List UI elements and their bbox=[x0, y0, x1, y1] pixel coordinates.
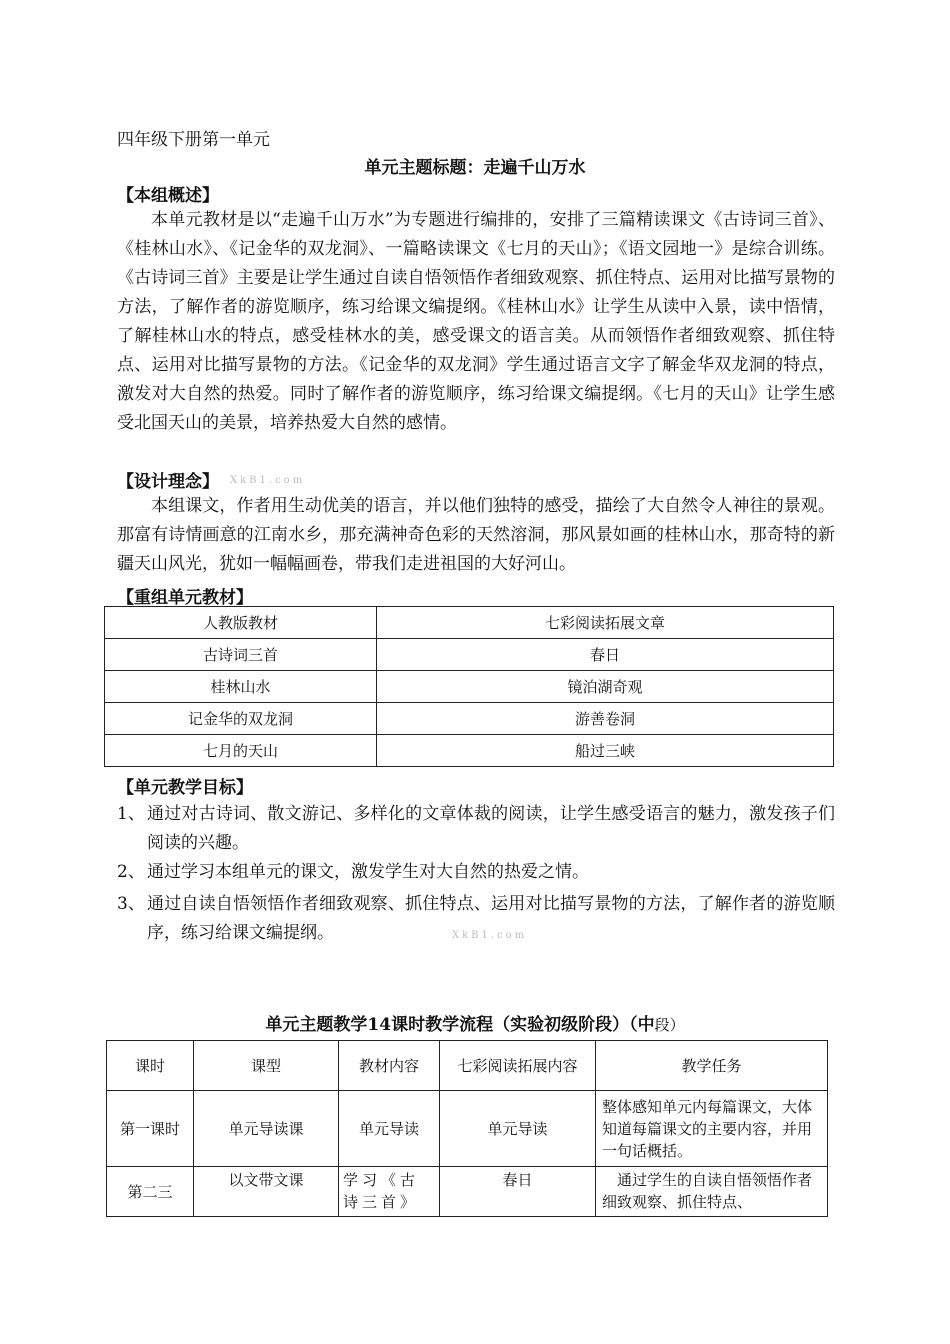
table-cell: 通过学生的自读自悟领悟作者细致观察、抓住特点、 bbox=[596, 1167, 828, 1217]
design-heading: 【设计理念】 bbox=[117, 472, 219, 492]
table-cell: 春日 bbox=[377, 639, 834, 671]
table-row bbox=[105, 703, 834, 735]
flow-title bbox=[0, 1010, 950, 1035]
table-header-cell: 课型 bbox=[194, 1041, 339, 1091]
table-header-row bbox=[105, 607, 834, 639]
table-cell: 整体感知单元内每篇课文，大体知道每篇课文的主要内容，并用一句话概括。 bbox=[596, 1091, 828, 1167]
table-cell: 单元导读课 bbox=[194, 1091, 339, 1167]
design-body: 本组课文，作者用生动优美的语言，并以他们独特的感受，描绘了大自然令人神往的景观。那富有诗情画意的江南水乡，那充满神奇色彩的天然溶洞，那风景如画的桂林山水，那奇特的新疆天山风光，犹如一幅幅画卷，带我们走进祖国的大好河山。 bbox=[117, 496, 835, 574]
table-header-cell: 七彩阅读拓展文章 bbox=[377, 607, 834, 639]
goals-heading: 【单元教学目标】 bbox=[117, 778, 253, 798]
table-cell: 学习《古诗三首》 bbox=[339, 1167, 440, 1217]
goal-item bbox=[117, 800, 835, 858]
table-cell: 游善卷洞 bbox=[377, 703, 834, 735]
table-row bbox=[105, 639, 834, 671]
overview-heading: 【本组概述】 bbox=[117, 186, 219, 206]
goal-item bbox=[117, 858, 835, 887]
table-header-row bbox=[107, 1041, 828, 1091]
overview-body: 本单元教材是以“走遍千山万水”为专题进行编排的，安排了三篇精读课文《古诗词三首》、《桂林山水》、《记金华的双龙洞》、一篇略读课文《七月的天山》；《语文园地一》是综合训练。《古诗词三首》主要是让学生通过自读自悟领悟作者细致观察、抓住特点、运用对比描写景物的方法，了解作者的游览顺序，练习给课文编提纲。《桂林山水》让学生从读中入景，读中悟情，了解桂林山水的特点，感受桂林水的美，感受课文的语言美。从而领悟作者细致观察、抓住特点、运用对比描写景物的方法。《记金华的双龙洞》学生通过语言文字了解金华双龙洞的特点，激发对大自然的热爱。同时了解作者的游览顺序，练习给课文编提纲。《七月的天山》让学生感受北国天山的美景，培养热爱大自然的感情。 bbox=[117, 210, 835, 433]
table-header-cell: 人教版教材 bbox=[105, 607, 377, 639]
table-row bbox=[107, 1091, 828, 1167]
table-header-cell: 教材内容 bbox=[339, 1041, 440, 1091]
table-cell: 第一课时 bbox=[107, 1091, 194, 1167]
table-row bbox=[107, 1167, 828, 1217]
table-cell: 单元导读 bbox=[339, 1091, 440, 1167]
table-header-cell: 七彩阅读拓展内容 bbox=[440, 1041, 596, 1091]
table-row bbox=[105, 735, 834, 767]
goal-number: 3、 bbox=[117, 894, 145, 914]
table-header-cell: 教学任务 bbox=[596, 1041, 828, 1091]
table-cell: 春日 bbox=[440, 1167, 596, 1217]
goal-text: 通过学习本组单元的课文，激发学生对大自然的热爱之情。 bbox=[147, 862, 589, 882]
table-cell: 桂林山水 bbox=[105, 671, 377, 703]
flow-title-suffix: 段） bbox=[654, 1016, 685, 1034]
flow-table bbox=[106, 1040, 828, 1217]
main-title: 单元主题标题：走遍千山万水 bbox=[364, 158, 586, 178]
goal-text: 通过自读自悟领悟作者细致观察、抓住特点、运用对比描写景物的方法，了解作者的游览顺序，练习给课文编提纲。 bbox=[147, 894, 835, 943]
table-header-cell: 课时 bbox=[107, 1041, 194, 1091]
goal-number: 1、 bbox=[117, 804, 145, 824]
table-cell: 船过三峡 bbox=[377, 735, 834, 767]
watermark: XkB1.com bbox=[230, 475, 306, 486]
table-cell: 镜泊湖奇观 bbox=[377, 671, 834, 703]
table-cell: 以文带文课 bbox=[194, 1167, 339, 1217]
watermark: XkB1.com bbox=[452, 930, 528, 941]
table-cell: 古诗词三首 bbox=[105, 639, 377, 671]
regroup-table bbox=[104, 606, 834, 767]
table-cell: 记金华的双龙洞 bbox=[105, 703, 377, 735]
table-row bbox=[105, 671, 834, 703]
table-cell: 七月的天山 bbox=[105, 735, 377, 767]
table-cell: 第二三 bbox=[107, 1167, 194, 1217]
regroup-heading: 【重组单元教材】 bbox=[117, 588, 253, 608]
grade-unit-label: 四年级下册第一单元 bbox=[117, 130, 270, 150]
goal-number: 2、 bbox=[117, 862, 145, 882]
table-cell: 单元导读 bbox=[440, 1091, 596, 1167]
flow-title-text: 单元主题教学14课时教学流程（实验初级阶段）（中 bbox=[265, 1015, 655, 1035]
goal-text: 通过对古诗词、散文游记、多样化的文章体裁的阅读，让学生感受语言的魅力，激发孩子们阅读的兴趣。 bbox=[147, 804, 835, 853]
